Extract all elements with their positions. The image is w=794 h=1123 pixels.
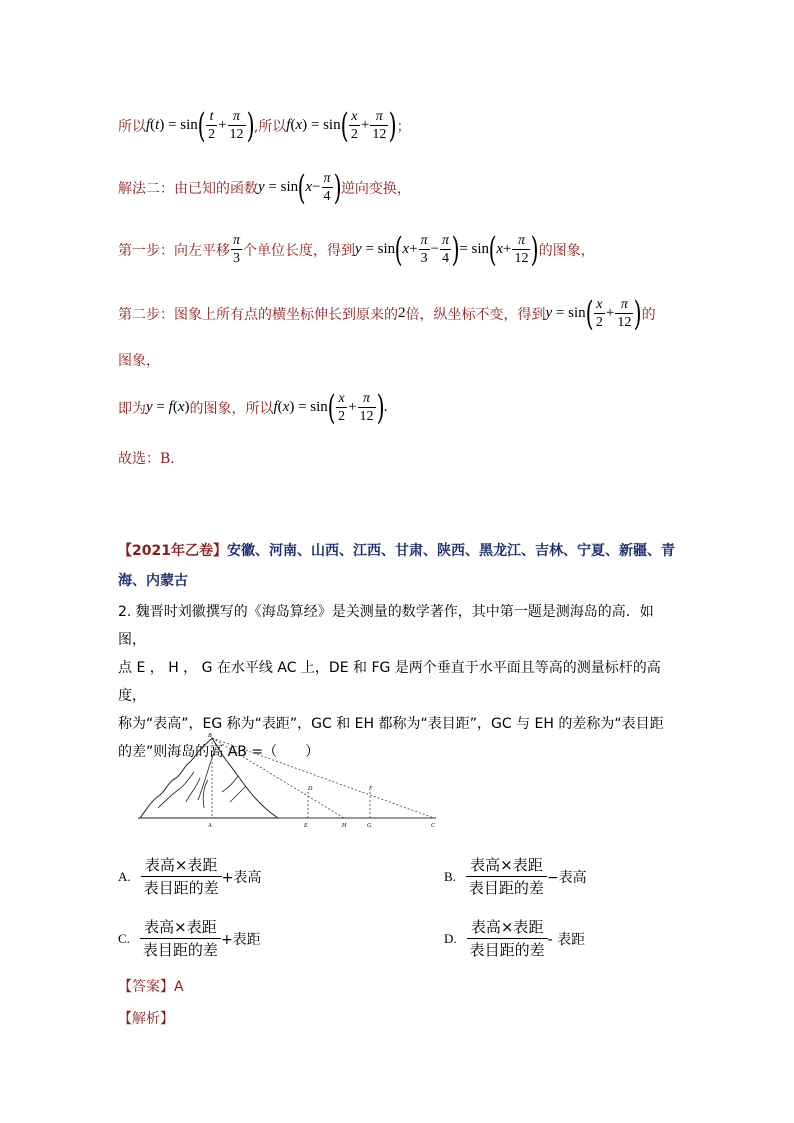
text-step-two: 第二步：图象上所有点的横坐标伸长到原来的: [118, 306, 398, 323]
question-line-2: 点 E ， H ， G 在水平线 AC 上，DE 和 FG 是两个垂直于水平面且等高的测量标杆的高度，: [118, 660, 661, 704]
option-c-letter: C.: [118, 930, 130, 946]
text-graph-2: 图象，: [118, 353, 160, 369]
option-c-tail: +表距: [220, 931, 261, 948]
option-c[interactable]: [118, 916, 261, 961]
analysis-line: [118, 1008, 174, 1028]
island-figure: [138, 730, 438, 834]
label-h: H: [342, 823, 347, 829]
paren-left: (: [197, 105, 206, 146]
formula-f-x: f(x) = sin: [286, 117, 341, 133]
option-d-tail: - 表距: [547, 931, 586, 948]
option-d[interactable]: [444, 916, 585, 961]
text-two: 2: [398, 305, 406, 321]
text-period: .: [383, 399, 388, 415]
text-step-one: 第一步：向左平移: [118, 242, 230, 259]
question-heading-2: [118, 570, 188, 590]
text-graph-so: 的图象，所以: [189, 400, 274, 417]
formula-y-sin: y = sin: [258, 179, 299, 195]
question-line-3: 称为“表高”，EG 称为“表距”，GC 和 EH 都称为“表目距”，GC 与 EH 的差称为“表目距: [118, 716, 664, 732]
option-c-denominator: 表目距的差: [140, 938, 221, 961]
option-b-fraction: [466, 854, 547, 899]
mountain-outline: [140, 738, 278, 818]
text-inverse: 逆向变换，: [340, 180, 411, 197]
question-heading: [118, 540, 675, 560]
text-units: 个单位长度，得到: [243, 242, 356, 259]
option-d-fraction: [467, 916, 548, 961]
heading-regions-1: 安徽、河南、山西、江西、甘肃、陕西、黑龙江、吉林、宁夏、新疆、青: [226, 543, 675, 559]
mountain-detail: [158, 748, 246, 808]
label-f: F: [369, 786, 373, 792]
text-semicolon: ；: [396, 118, 411, 135]
label-g: G: [367, 823, 372, 829]
label-c: C: [431, 823, 436, 829]
frac-pi-12: $\frac{\pi}{12}$: [229, 109, 244, 142]
answer-label: 【答案】: [118, 979, 174, 995]
text-graph: 的图象，: [538, 242, 595, 259]
label-e: E: [304, 823, 308, 829]
sight-line-b-h: [212, 738, 344, 818]
option-a-tail: +表高: [221, 869, 262, 886]
label-a: A: [208, 823, 212, 829]
solution-line-2: 解法二：由已知的函数 y = sin ( x − $\frac{\pi}{4}$ ) 逆向变换，: [118, 167, 411, 208]
option-d-numerator: 表高×表距: [470, 918, 544, 936]
label-d: D: [308, 786, 313, 792]
solution-line-3: 第一步：向左平移 $\frac{\pi}{3}$ 个单位长度，得到 y = sin ( x + $\frac{\pi}{3}$ − $\frac{\pi}{4}$ ) = sin ( x + $\frac{\pi}{12}$ ) 的图象，: [118, 229, 595, 270]
solution-line-7: [118, 448, 175, 468]
question-line-1: 2. 魏晋时刘徽撰写的《海岛算经》是关测量的数学著作，其中第一题是测海岛的高．如图，: [118, 604, 654, 648]
option-a-fraction: [141, 854, 222, 899]
option-b-letter: B.: [444, 868, 456, 884]
solution-line-5: [118, 350, 160, 370]
text-so-2: ,所以: [253, 118, 287, 135]
question-line-4: 的差”则海岛的高 AB =（ ）: [118, 744, 320, 760]
option-b-denominator: 表目距的差: [466, 876, 547, 899]
formula-f-t: f(t) = sin: [146, 117, 198, 133]
option-a[interactable]: [118, 854, 261, 899]
frac-t-2: $\frac{t}{2}$: [208, 109, 216, 142]
paren-right: ): [246, 105, 255, 146]
heading-regions-2: 海、内蒙古: [118, 573, 188, 589]
option-c-numerator: 表高×表距: [144, 918, 217, 936]
analysis-label: 【解析】: [118, 1011, 174, 1027]
label-b: B: [208, 733, 212, 739]
option-b-tail: −表高: [546, 869, 587, 886]
option-b-numerator: 表高×表距: [470, 856, 543, 874]
island-diagram: [138, 730, 438, 830]
text-choose-b: 故选：B.: [118, 451, 175, 467]
option-a-denominator: 表目距的差: [141, 876, 222, 899]
text-method-two: 解法二：由已知的函数: [118, 180, 258, 197]
answer-value: A: [174, 979, 184, 995]
option-b[interactable]: [444, 854, 587, 899]
text-times: 倍，纵坐标不变，得到: [405, 306, 546, 323]
option-d-letter: D.: [444, 930, 457, 946]
text-namely: 即为: [118, 400, 146, 417]
answer-line: [118, 976, 184, 996]
text-of: 的: [641, 306, 656, 323]
option-c-fraction: [140, 916, 221, 961]
heading-source: 【2021年乙卷】: [118, 543, 227, 559]
sight-line-b-c: [212, 738, 434, 818]
option-a-numerator: 表高×表距: [144, 856, 218, 874]
option-d-denominator: 表目距的差: [467, 938, 548, 961]
solution-line-4: 第二步：图象上所有点的横坐标伸长到原来的 2 倍，纵坐标不变，得到 y = sin ( $\frac{x}{2}$ + $\frac{\pi}{12}$ ) 的: [118, 293, 656, 334]
solution-line-1: 所以 f(t) = sin ( $\frac{t}{2}$ + $\frac{\pi}{12}$ ) ,所以 f(x) = sin ( $\frac{x}{2}$ + $\frac{\pi}{12}$ ) ；: [118, 105, 411, 146]
solution-line-6: 即为 y = f(x) 的图象，所以 f(x) = sin ( $\frac{x}{2}$ + $\frac{\pi}{12}$ ) .: [118, 387, 388, 428]
option-a-letter: A.: [118, 868, 131, 884]
text-so: 所以: [118, 118, 146, 135]
